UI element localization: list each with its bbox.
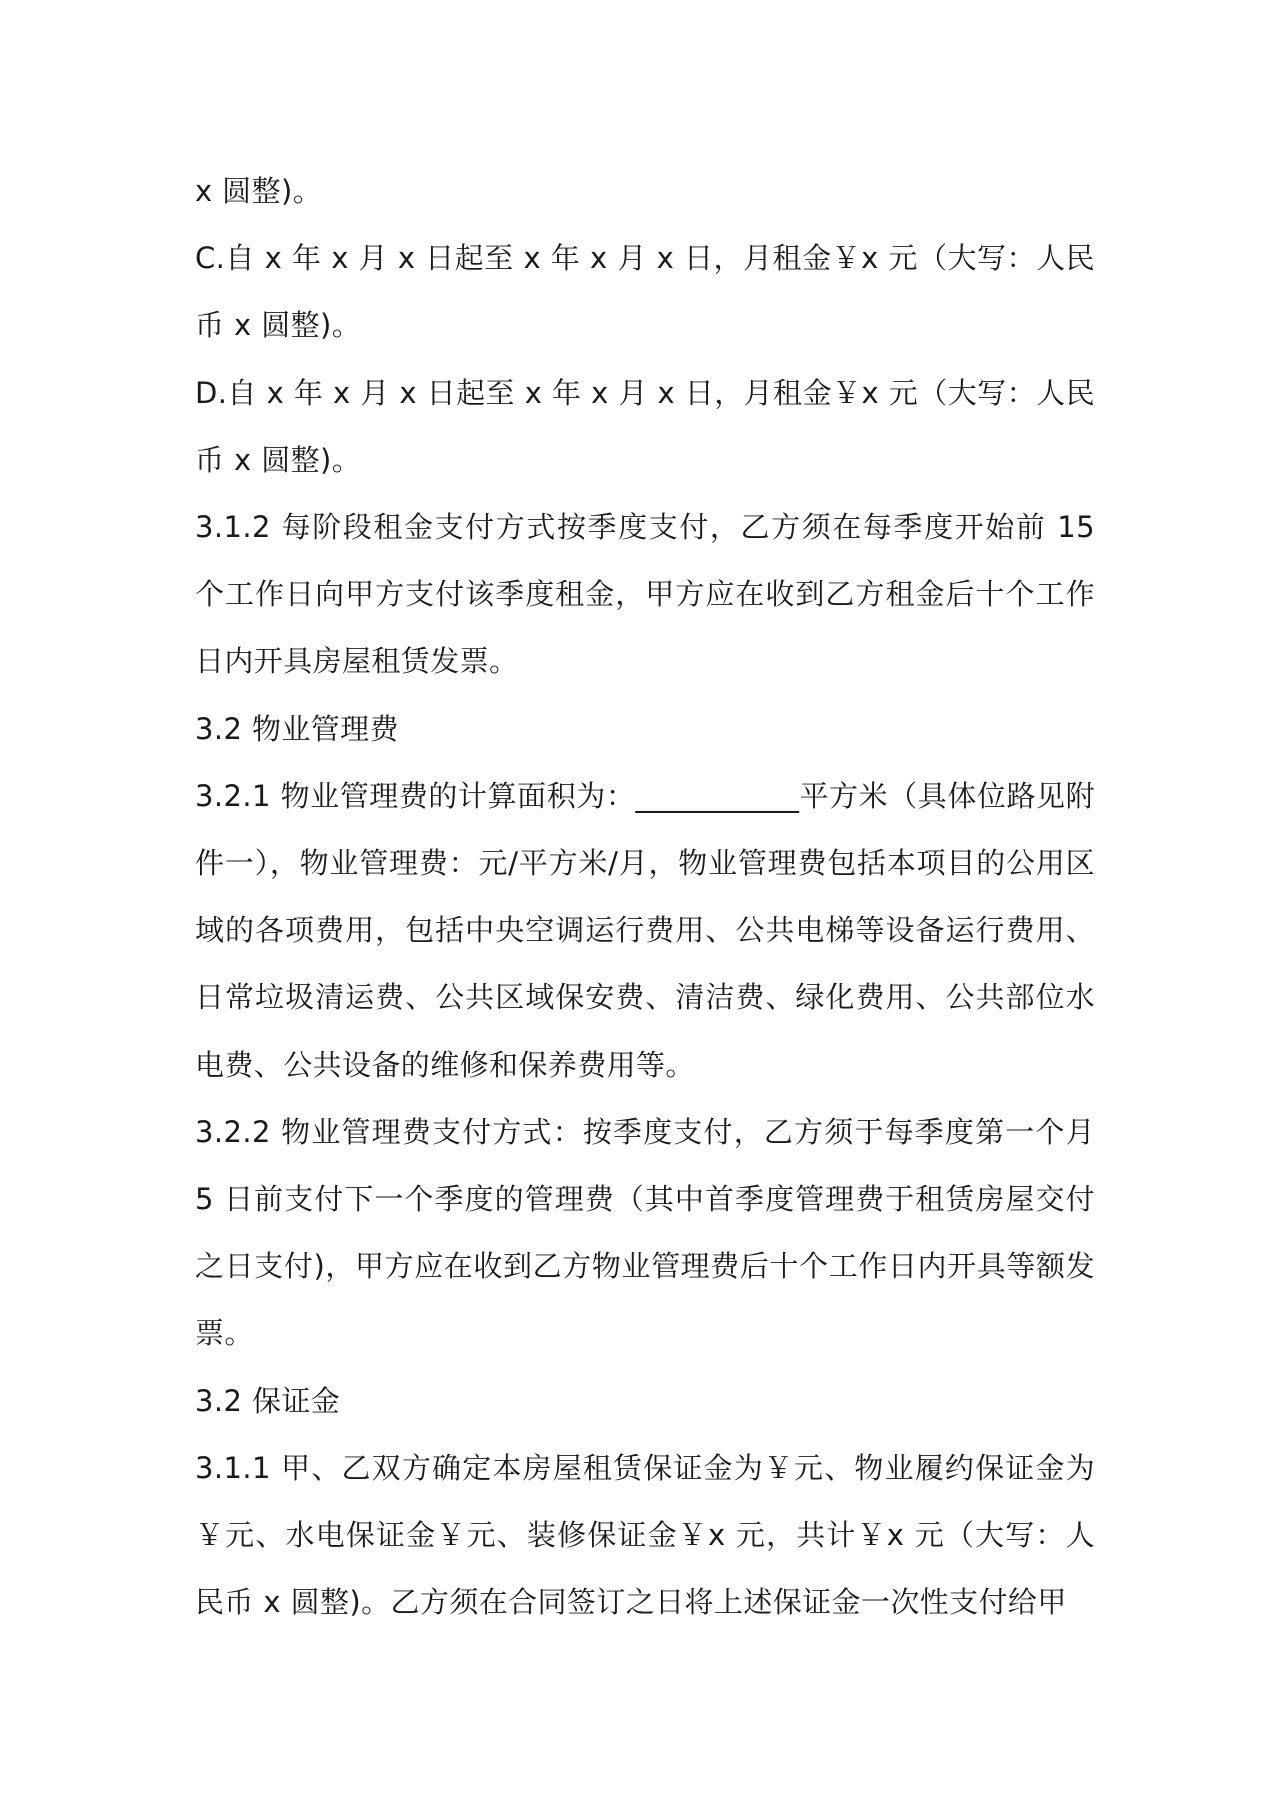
paragraph-rent-d: D.自 x 年 x 月 x 日起至 x 年 x 月 x 日，月租金￥x 元（大写：人民币 x 圆整)。: [195, 375, 1095, 477]
paragraph-3-2-2: 3.2.2 物业管理费支付方式：按季度支付，乙方须于每季度第一个月 5 日前支付下一个季度的管理费（其中首季度管理费于租赁房屋交付之日支付)，甲方应在收到乙方物业管理费后十个工作日内开具等额发票。: [195, 1114, 1095, 1351]
paragraph-deposit-3-1-1: 3.1.1 甲、乙双方确定本房屋租赁保证金为￥元、物业履约保证金为￥元、水电保证金￥元、装修保证金￥x 元，共计￥x 元（大写：人民币 x 圆整)。乙方须在合同签订之日将上述保证金一次性支付给甲: [195, 1450, 1095, 1620]
paragraph-rent-b-tail: x 圆整)。: [195, 174, 323, 208]
heading-deposit: 3.2 保证金: [195, 1383, 341, 1418]
paragraph-3-1-2: 3.1.2 每阶段租金支付方式按季度支付，乙方须在每季度开始前 15 个工作日向甲方支付该季度租金，甲方应在收到乙方租金后十个工作日内开具房屋租赁发票。: [195, 510, 1095, 679]
paragraph-3-2-1: 3.2.1 物业管理费的计算面积为：___________平方米（具体位路见附件一），物业管理费：元/平方米/月，物业管理费包括本项目的公用区域的各项费用，包括中央空调运行费用、公共电梯等设备运行费用、日常垃圾清运费、公共区域保安费、清洁费、绿化费用、公共部位水电费、公共设备的维修和保养费用等。: [195, 778, 1095, 1082]
paragraph-rent-c: C.自 x 年 x 月 x 日起至 x 年 x 月 x 日，月租金￥x 元（大写：人民币 x 圆整)。: [195, 241, 1095, 343]
document-body: [195, 158, 1095, 1636]
heading-property-fee: 3.2 物业管理费: [195, 711, 399, 746]
